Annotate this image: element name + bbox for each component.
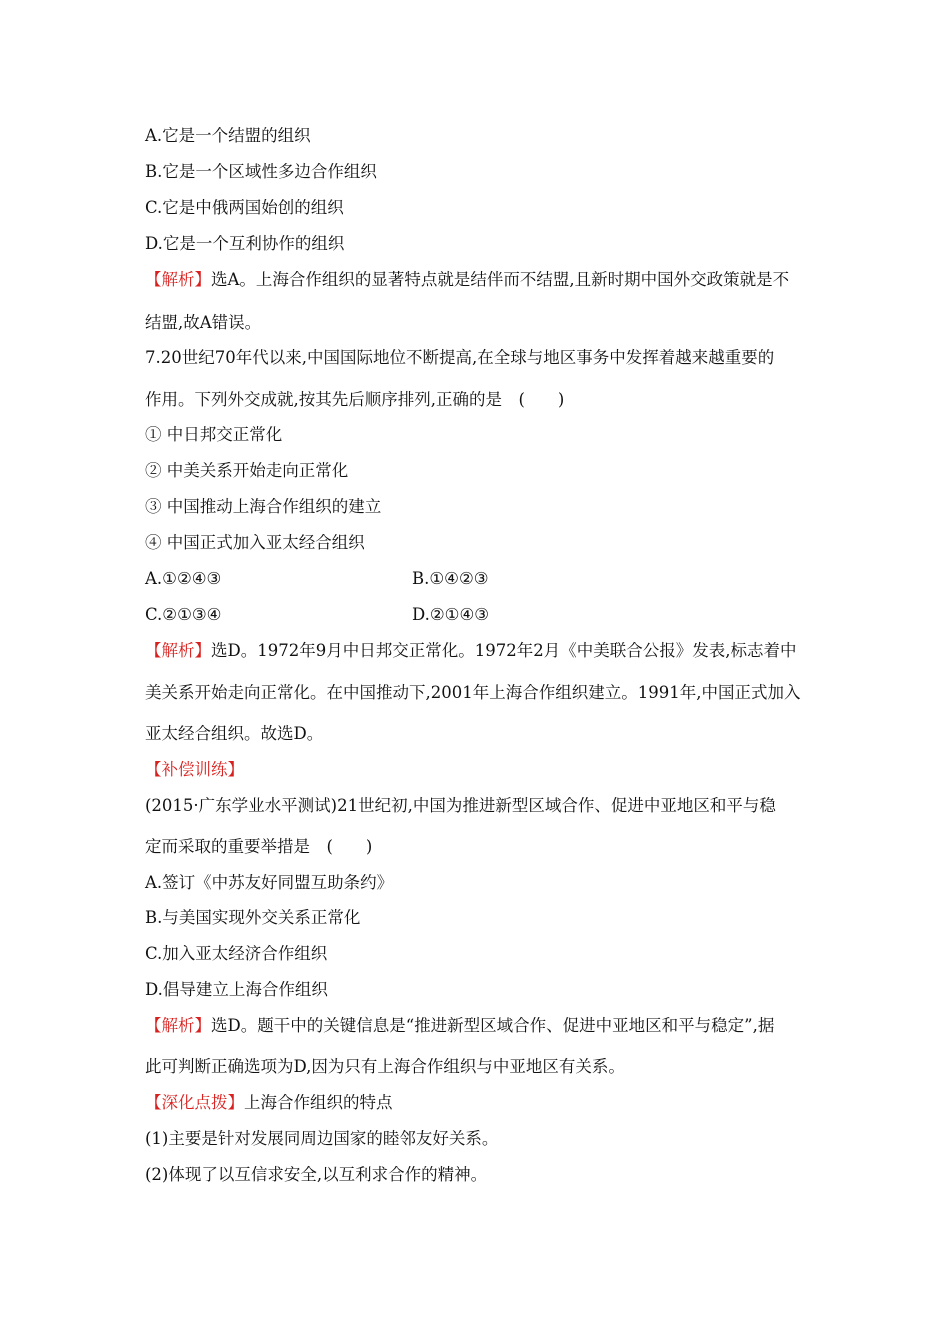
q7-option-c: C.②①③④ <box>145 605 222 624</box>
q7-options-row-1 <box>145 569 845 589</box>
supplement-option-d: D.倡导建立上海合作组织 <box>145 980 328 999</box>
deepen-heading <box>145 1093 393 1113</box>
question-7-stem: 7.20世纪70年代以来,中国国际地位不断提高,在全球与地区事务中发挥着越来越重要的 <box>145 348 775 367</box>
q7-item-2: ② 中美关系开始走向正常化 <box>145 461 349 480</box>
analysis-2-cont-2: 亚太经合组织。故选D。 <box>145 724 324 743</box>
q7-options-row-2 <box>145 605 845 625</box>
option-d: D.它是一个互利协作的组织 <box>145 234 345 253</box>
q7-option-a: A.①②④③ <box>145 569 222 588</box>
option-a: A.它是一个结盟的组织 <box>145 126 311 145</box>
analysis-text: 选A。上海合作组织的显著特点就是结伴而不结盟,且新时期中国外交政策就是不 <box>211 270 790 289</box>
deepen-point-1: (1)主要是针对发展同周边国家的睦邻友好关系。 <box>145 1129 499 1148</box>
option-b: B.它是一个区域性多边合作组织 <box>145 162 377 181</box>
question-7-stem-cont: 作用。下列外交成就,按其先后顺序排列,正确的是 ( ) <box>145 390 565 409</box>
analysis-3 <box>145 1016 774 1036</box>
q7-item-3: ③ 中国推动上海合作组织的建立 <box>145 497 382 516</box>
analysis-3-cont: 此可判断正确选项为D,因为只有上海合作组织与中亚地区有关系。 <box>145 1057 625 1076</box>
q7-option-d: D.②①④③ <box>412 605 490 624</box>
analysis-tag: 【解析】 <box>145 1016 211 1035</box>
deepen-title: 上海合作组织的特点 <box>244 1093 393 1112</box>
option-c: C.它是中俄两国始创的组织 <box>145 198 344 217</box>
analysis-tag: 【解析】 <box>145 641 211 660</box>
supplement-option-a: A.签订《中苏友好同盟互助条约》 <box>145 873 394 892</box>
q7-option-b: B.①④②③ <box>412 569 489 588</box>
supplement-stem: (2015·广东学业水平测试)21世纪初,中国为推进新型区域合作、促进中亚地区和平与稳 <box>145 796 776 815</box>
analysis-text: 选D。题干中的关键信息是“推进新型区域合作、促进中亚地区和平与稳定”,据 <box>211 1016 775 1035</box>
q7-item-4: ④ 中国正式加入亚太经合组织 <box>145 533 365 552</box>
analysis-text: 选D。1972年9月中日邦交正常化。1972年2月《中美联合公报》发表,标志着中 <box>211 641 797 660</box>
supplement-option-b: B.与美国实现外交关系正常化 <box>145 908 361 927</box>
supplement-option-c: C.加入亚太经济合作组织 <box>145 944 328 963</box>
analysis-1 <box>145 270 789 290</box>
deepen-tag: 【深化点拨】 <box>145 1093 244 1112</box>
deepen-point-2: (2)体现了以互信求安全,以互利求合作的精神。 <box>145 1165 488 1184</box>
supplement-tag: 【补偿训练】 <box>145 760 244 779</box>
analysis-1-cont: 结盟,故A错误。 <box>145 313 262 332</box>
analysis-tag: 【解析】 <box>145 270 211 289</box>
analysis-2 <box>145 641 796 661</box>
analysis-2-cont-1: 美关系开始走向正常化。在中国推动下,2001年上海合作组织建立。1991年,中国正式加入 <box>145 683 801 702</box>
supplement-stem-cont: 定而采取的重要举措是 ( ) <box>145 837 373 856</box>
q7-item-1: ① 中日邦交正常化 <box>145 425 283 444</box>
